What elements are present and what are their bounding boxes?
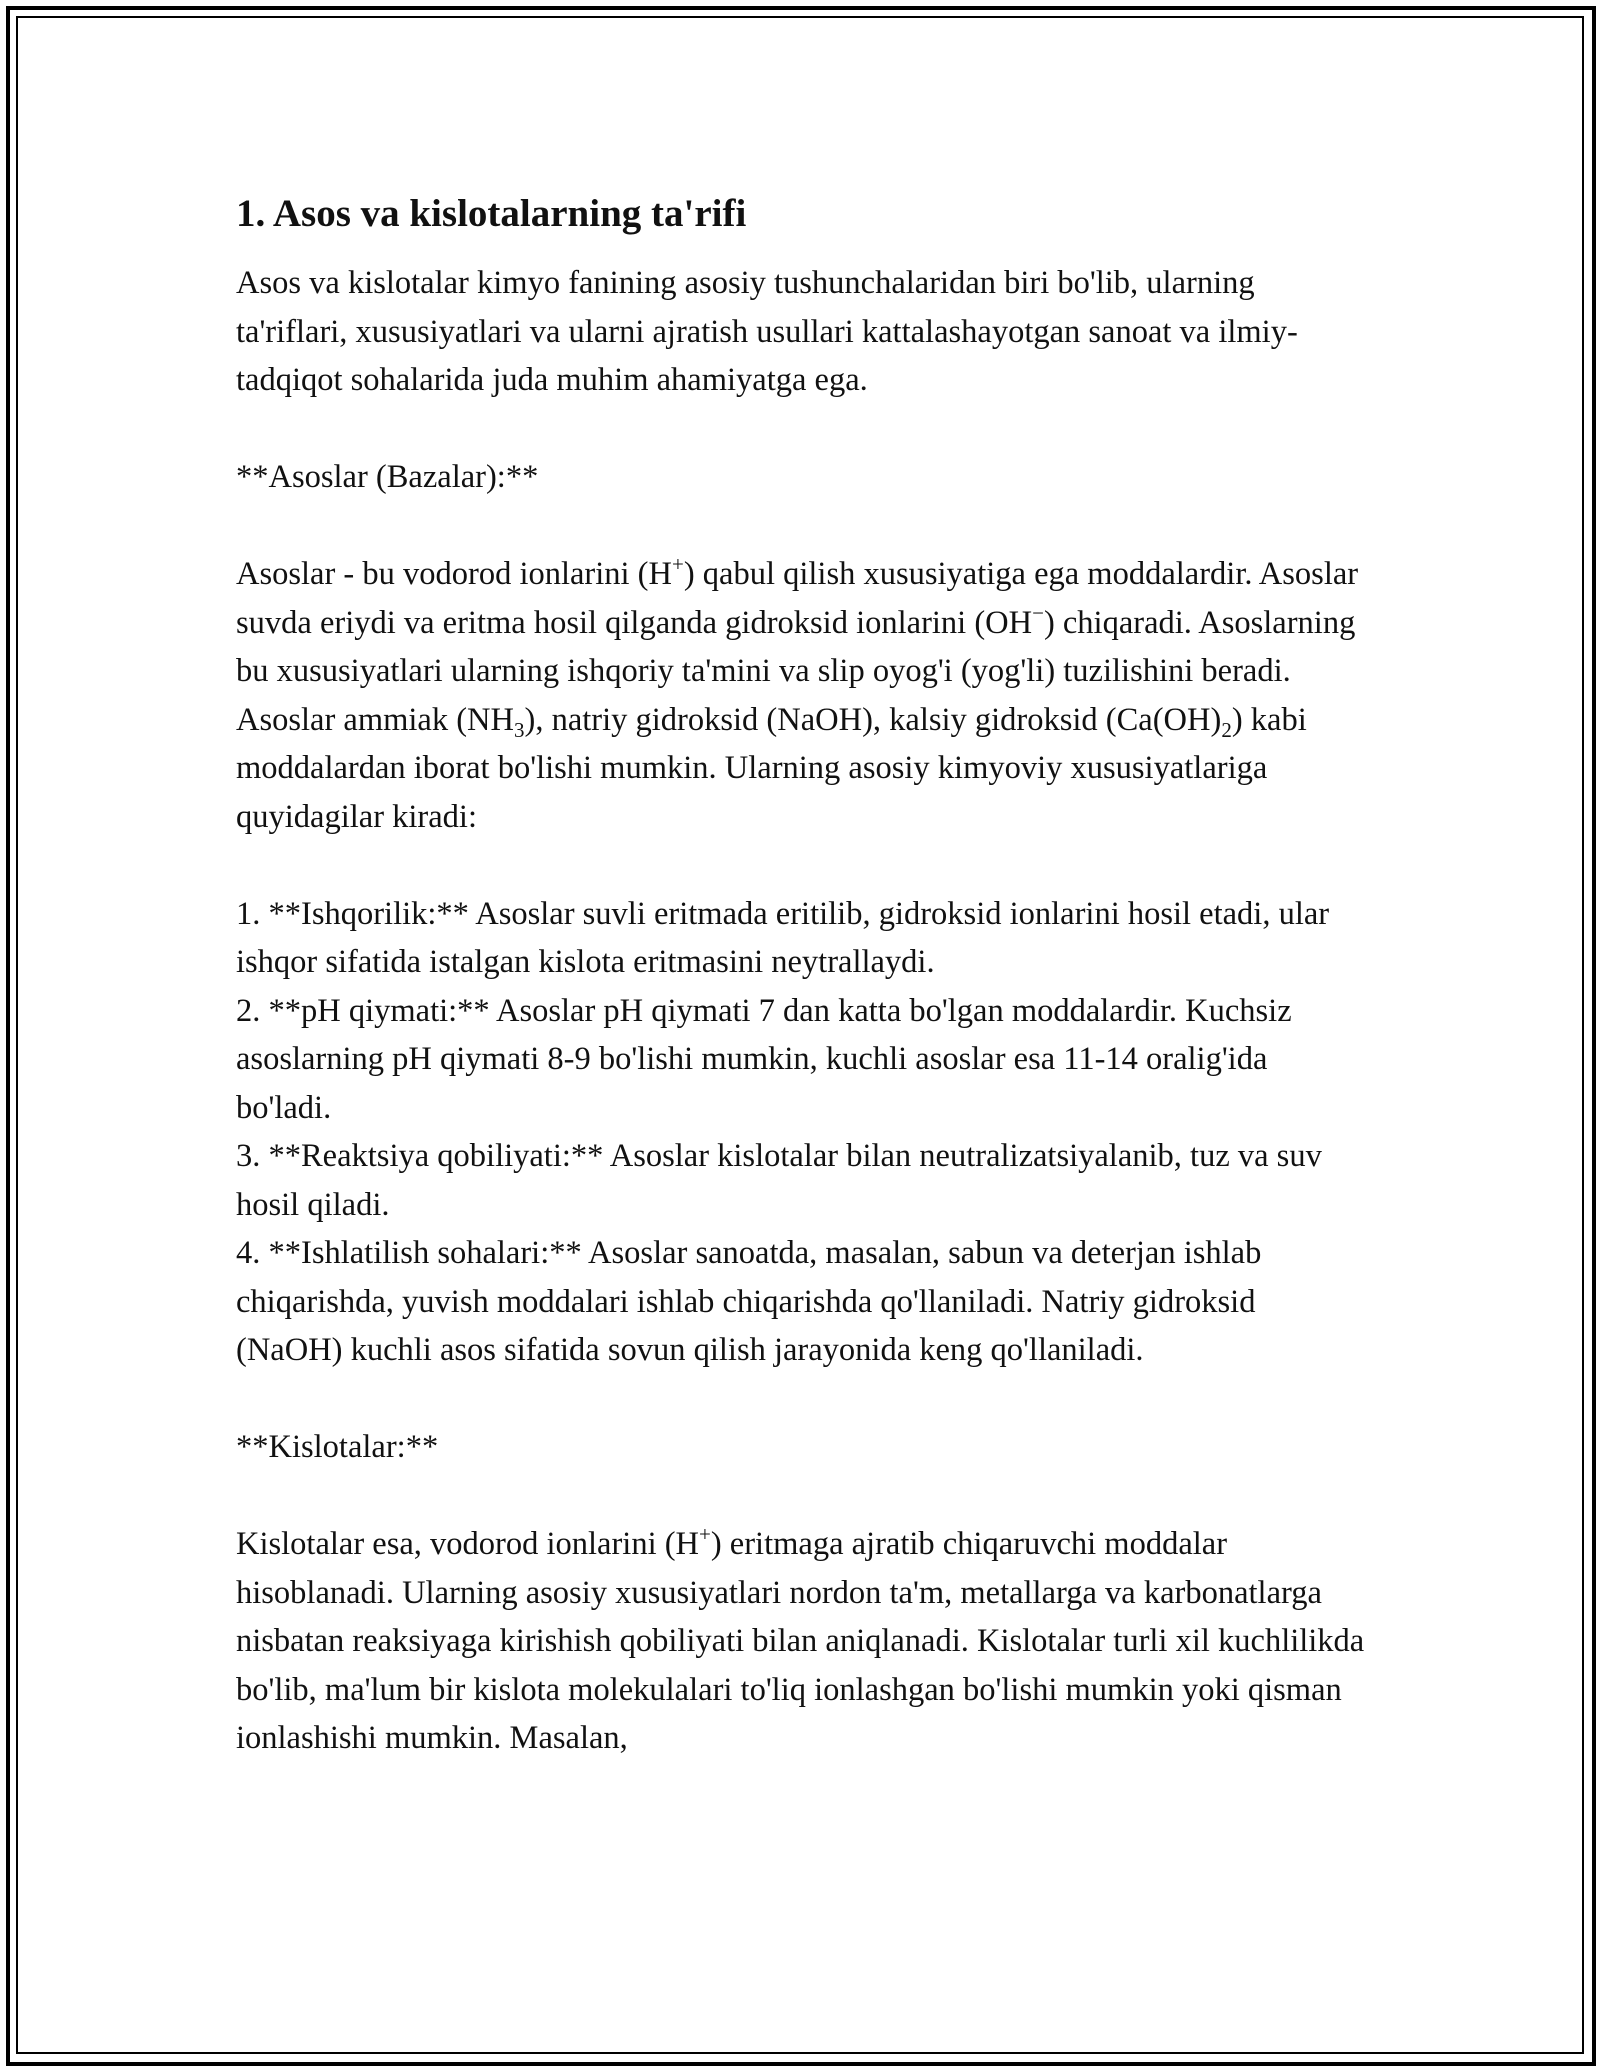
bases-paragraph (236, 550, 1366, 841)
spacer (236, 1472, 1366, 1521)
intro-paragraph: Asos va kislotalar kimyo fanining asosiy tushunchalaridan biri bo'lib, ularning ta'riflari, xususiyatlari va ularni ajratish usullari kattalashayotgan sanoat va ilmiy-tadqiqot sohalarida juda muhim ahamiyatga ega. (236, 265, 1298, 398)
subscript: 3 (514, 717, 525, 742)
subscript: 2 (1221, 717, 1232, 742)
section-title: 1. Asos va kislotalarning ta'rifi (236, 192, 747, 235)
text-run: Asoslar - bu vodorod ionlarini (H (236, 556, 672, 592)
superscript: − (1032, 600, 1044, 625)
bases-heading: **Asoslar (Bazalar):** (236, 459, 539, 495)
superscript: + (699, 1522, 711, 1546)
document-body (236, 182, 1366, 1763)
spacer (236, 841, 1366, 890)
spacer (236, 405, 1366, 454)
text-run: Kislotalar esa, vodorod ionlarini (H (236, 1526, 700, 1562)
text-run: ) eritmaga ajratib chiqaruvchi moddalar hisoblanadi. Ularning asosiy xususiyatlari nordon ta'm, metallarga va karbonatlarga nisbatan reaksiyaga kirishish qobiliyati bilan aniqlanadi. Kislotalar turli xil kuchlilikda bo'lib, ma'lum bir kislota molekulalari to'liq ionlashgan bo'lishi mumkin yoki qisman ionlashishi mumkin. Masalan, (236, 1526, 1365, 1756)
spacer (236, 1375, 1366, 1424)
list-item: 2. **pH qiymati:** Asoslar pH qiymati 7 dan katta bo'lgan moddalardir. Kuchsiz asoslarning pH qiymati 8-9 bo'lishi mumkin, kuchli asoslar esa 11-14 oralig'ida bo'ladi. (236, 992, 1292, 1126)
text-run: ) qabul qilish xususiyatiga ega moddalardir. Asoslar suvda eriydi va eritma hosil qilganda gidroksid ionlarini (OH (236, 556, 1359, 641)
text-run: ) chiqaradi. Asoslarning bu xususiyatlari ularning ishqoriy ta'mini va slip oyog'i (yog'li) tuzilishini beradi. Asoslar ammiak (NH (236, 604, 1356, 738)
text-run: ), natriy gidroksid (NaOH), kalsiy gidroksid (Ca(OH) (524, 701, 1222, 738)
list-item: 4. **Ishlatilish sohalari:** Asoslar sanoatda, masalan, sabun va deterjan ishlab chiqarishda, yuvish moddalari ishlab chiqarishda qo'llaniladi. Natriy gidroksid (NaOH) kuchli asos sifatida sovun qilish jarayonida keng qo'llaniladi. (236, 1235, 1262, 1368)
spacer (236, 502, 1366, 551)
text-run: ) kabi moddalardan iborat bo'lishi mumkin. Ularning asosiy kimyoviy xususiyatlariga quyidagilar kiradi: (236, 701, 1307, 835)
list-item: 1. **Ishqorilik:** Asoslar suvli eritmada eritilib, gidroksid ionlarini hosil etadi, ular ishqor sifatida istalgan kislota eritmasini neytrallaydi. (236, 895, 1330, 980)
superscript: + (671, 552, 684, 576)
acids-heading: **Kislotalar:** (236, 1429, 439, 1465)
acids-paragraph (236, 1520, 1366, 1763)
list-item: 3. **Reaktsiya qobiliyati:** Asoslar kislotalar bilan neutralizatsiyalanib, tuz va suv hosil qiladi. (236, 1138, 1322, 1223)
